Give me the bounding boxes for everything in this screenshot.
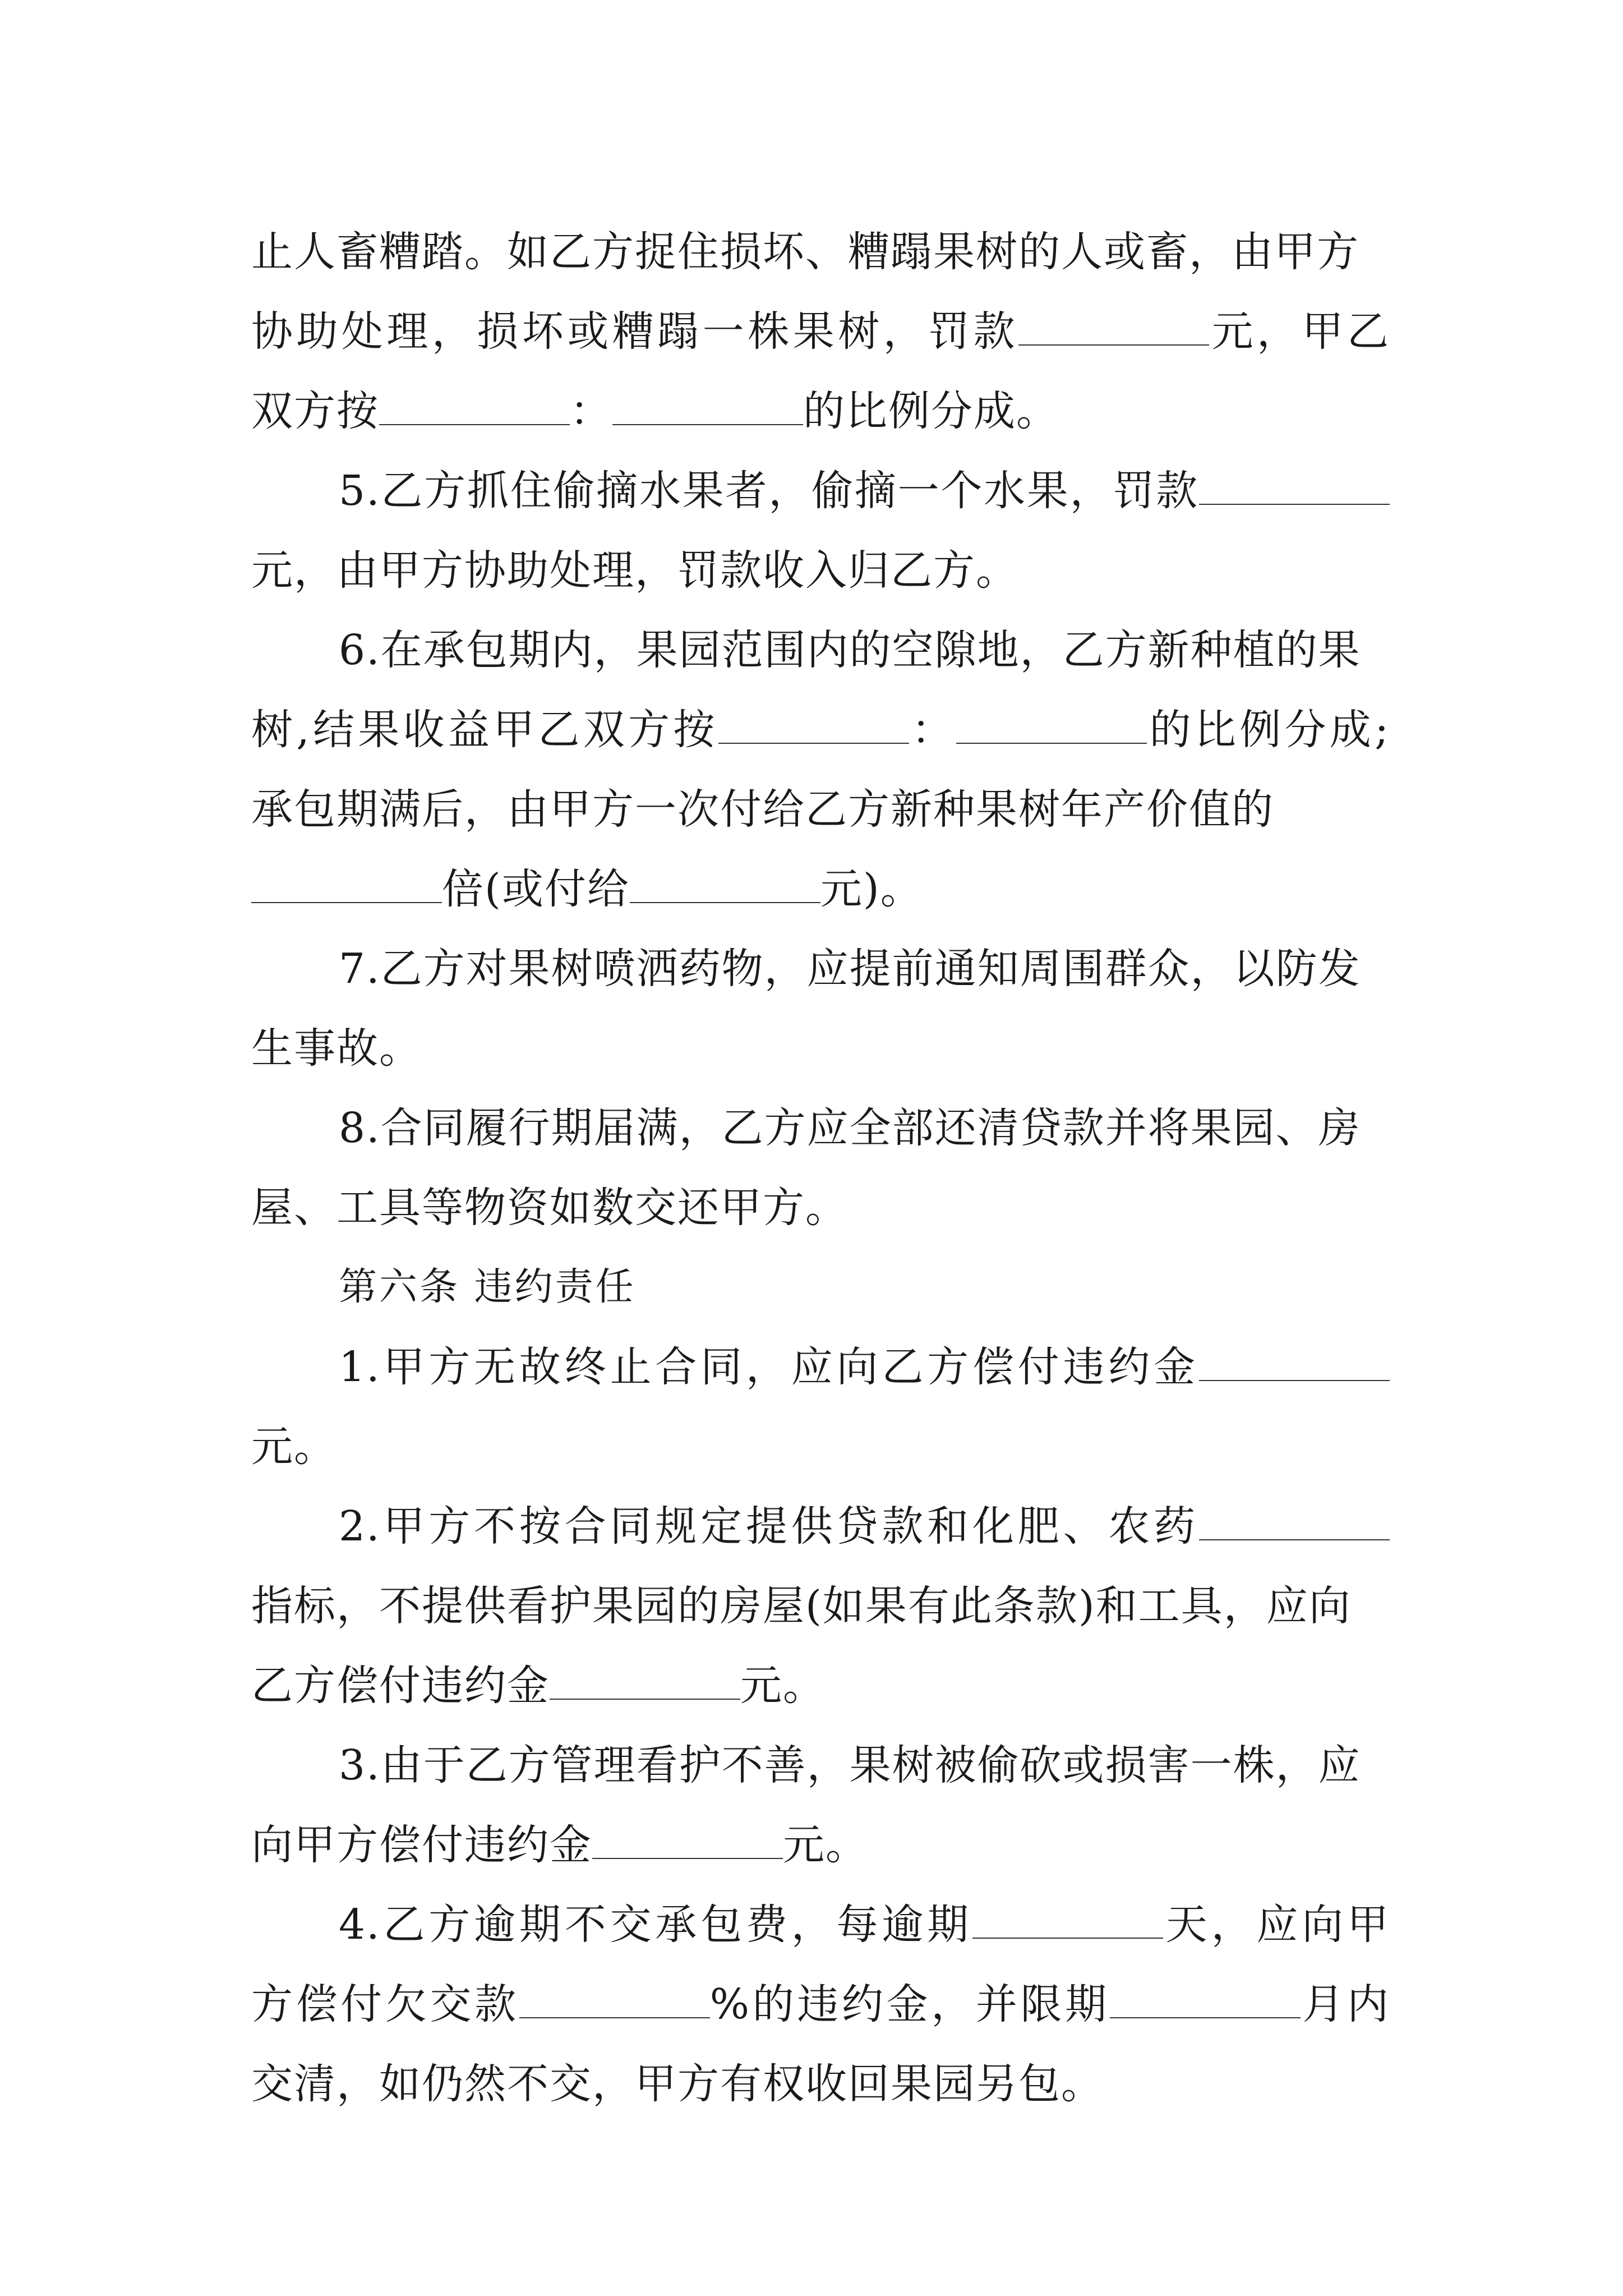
penalty-3-line: 3.由于乙方管理看护不善，果树被偷砍或损害一株，应: [339, 1741, 1361, 1789]
penalty-4-line: 4.乙方逾期不交承包费，每逾期 天，应向甲: [339, 1901, 1390, 1949]
fill-blank[interactable]: [630, 869, 820, 903]
clause-5-line: 5.乙方抓住偷摘水果者，偷摘一个水果，罚款: [251, 451, 1390, 531]
paragraph-line: 方偿付欠交款 %的违约金，并限期 月内: [251, 1980, 1390, 2028]
fill-blank[interactable]: [1199, 471, 1390, 505]
paragraph-line: 交清，如仍然不交，甲方有权收回果园另包。: [251, 2060, 1104, 2108]
penalty-1-line: 1.甲方无故终止合同，应向乙方偿付违约金: [251, 1327, 1390, 1407]
fill-blank[interactable]: [550, 1666, 740, 1700]
fill-blank[interactable]: [718, 710, 909, 744]
paragraph-line: 向甲方偿付违约金 元。: [251, 1821, 868, 1869]
paragraph-line: 屋、工具等物资如数交还甲方。: [251, 1184, 848, 1232]
fill-blank[interactable]: [612, 392, 803, 425]
fill-blank[interactable]: [1199, 1347, 1390, 1381]
fill-blank[interactable]: [1110, 1985, 1301, 2018]
section-heading: 第六条 违约责任: [339, 1265, 636, 1309]
penalty-2-line: 2.甲方不按合同规定提供贷款和化肥、农药: [251, 1487, 1390, 1566]
fill-blank[interactable]: [1199, 1507, 1390, 1540]
paragraph-line: 元。: [251, 1423, 336, 1471]
clause-8-line: 8.合同履行期届满，乙方应全部还清贷款并将果园、房: [339, 1104, 1361, 1152]
paragraph-line: 承包期满后，由甲方一次付给乙方新种果树年产价值的: [251, 785, 1274, 834]
paragraph-line: 乙方偿付违约金 元。: [251, 1662, 826, 1710]
clause-7-line: 7.乙方对果树喷洒药物，应提前通知周围群众，以防发: [339, 945, 1361, 993]
fill-blank[interactable]: [592, 1825, 783, 1859]
paragraph-line: 树,结果收益甲乙双方按 ： 的比例分成;: [251, 706, 1390, 754]
paragraph-line: 止人畜糟踏。如乙方捉住损坏、糟蹋果树的人或畜，由甲方: [251, 228, 1359, 276]
fill-blank[interactable]: [519, 1985, 710, 2018]
fill-blank[interactable]: [1018, 312, 1209, 346]
paragraph-line: 生事故。: [251, 1024, 422, 1073]
paragraph-line: 双方按 ： 的比例分成。: [251, 387, 1059, 435]
fill-blank[interactable]: [251, 869, 442, 903]
document-page: [251, 212, 1390, 2124]
paragraph-line: 指标，不提供看护果园的房屋(如果有此条款)和工具，应向: [251, 1582, 1352, 1630]
fill-blank[interactable]: [379, 392, 570, 425]
fill-blank[interactable]: [972, 1905, 1163, 1939]
fill-blank[interactable]: [956, 710, 1147, 744]
clause-6-line: 6.在承包期内，果园范围内的空隙地，乙方新种植的果: [339, 626, 1361, 674]
paragraph-line: 协助处理，损坏或糟蹋一株果树，罚款 元，甲乙: [251, 307, 1390, 356]
paragraph-line: 元，由甲方协助处理，罚款收入归乙方。: [251, 546, 1018, 595]
paragraph-line: 倍(或付给 元)。: [251, 849, 1390, 929]
